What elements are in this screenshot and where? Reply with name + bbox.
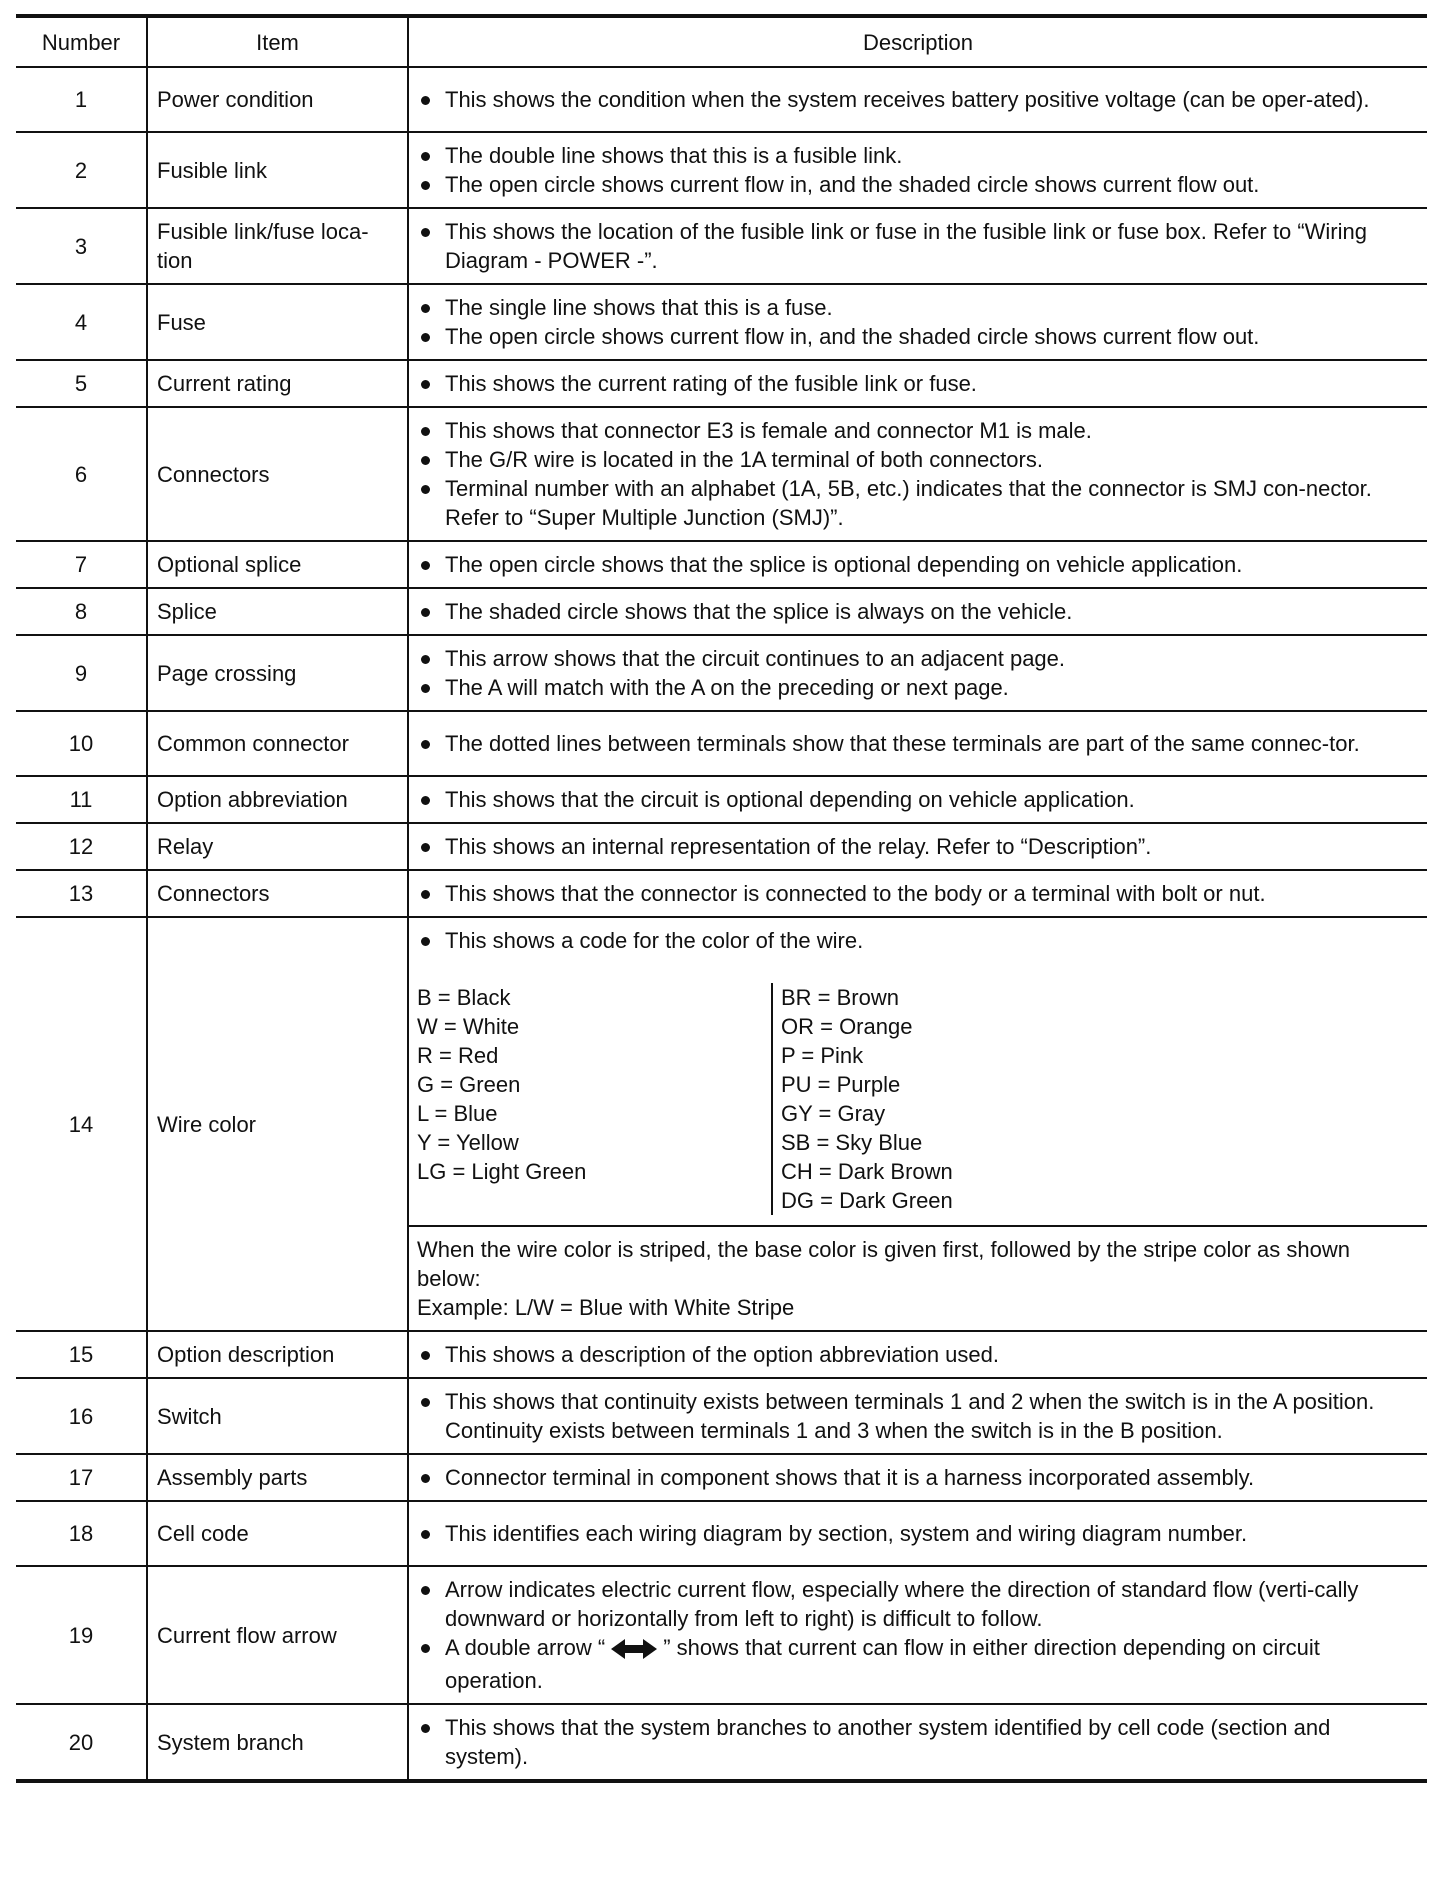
wire-color-code: B = Black	[417, 985, 511, 1010]
stripe-example: Example: L/W = Blue with White Stripe	[417, 1295, 795, 1320]
header-description: Description	[408, 16, 1427, 67]
wire-color-code: G = Green	[417, 1072, 521, 1097]
row-number: 2	[16, 132, 147, 208]
row-number: 7	[16, 541, 147, 588]
row-item: Page crossing	[147, 635, 408, 711]
table-row	[16, 1378, 1427, 1454]
table-row	[16, 1331, 1427, 1378]
description-bullet: The A will match with the A on the preceding or next page.	[417, 673, 1407, 702]
row-number: 4	[16, 284, 147, 360]
row-item: Current rating	[147, 360, 408, 407]
row-number: 17	[16, 1454, 147, 1501]
row-item: Cell code	[147, 1501, 408, 1566]
description-bullet: This shows that connector E3 is female and connector M1 is male.	[417, 416, 1407, 445]
description-bullet: This shows that continuity exists between terminals 1 and 2 when the switch is in the A position. Continuity exists between terminals 1 and 3 when the switch is in the B position.	[417, 1387, 1407, 1445]
wire-color-code: P = Pink	[781, 1043, 864, 1068]
row-number: 18	[16, 1501, 147, 1566]
double-arrow-text-before: A double arrow “	[445, 1635, 606, 1660]
row-item: Switch	[147, 1378, 408, 1454]
description-bullet: This arrow shows that the circuit continues to an adjacent page.	[417, 644, 1407, 673]
wire-color-code: GY = Gray	[781, 1101, 886, 1126]
row-item: Fusible link/fuse loca-tion	[147, 208, 408, 284]
wire-color-code: SB = Sky Blue	[781, 1130, 923, 1155]
row-number: 10	[16, 711, 147, 776]
wiring-diagram-legend-table	[16, 14, 1427, 1783]
header-item: Item	[147, 16, 408, 67]
row-description	[408, 917, 1427, 1331]
row-item: Connectors	[147, 407, 408, 541]
table-row	[16, 711, 1427, 776]
description-bullet: This shows an internal representation of the relay. Refer to “Description”.	[417, 832, 1407, 861]
row-description	[408, 1378, 1427, 1454]
row-item: Splice	[147, 588, 408, 635]
description-bullet: The shaded circle shows that the splice is always on the vehicle.	[417, 597, 1407, 626]
table-row	[16, 823, 1427, 870]
table-row	[16, 1501, 1427, 1566]
row-number: 12	[16, 823, 147, 870]
description-bullet: This shows the condition when the system receives battery positive voltage (can be oper-ated).	[417, 85, 1407, 114]
table-row	[16, 360, 1427, 407]
wire-color-code: BR = Brown	[781, 985, 899, 1010]
row-description	[408, 360, 1427, 407]
table-row	[16, 776, 1427, 823]
description-bullet: This shows that the circuit is optional depending on vehicle application.	[417, 785, 1407, 814]
header-row	[16, 16, 1427, 67]
row-number: 3	[16, 208, 147, 284]
row-description	[408, 776, 1427, 823]
row-description	[408, 132, 1427, 208]
row-number: 11	[16, 776, 147, 823]
wire-color-code: PU = Purple	[781, 1072, 901, 1097]
header-number: Number	[16, 16, 147, 67]
wire-color-intro: This shows a code for the color of the wire.	[417, 926, 1407, 955]
row-item: System branch	[147, 1704, 408, 1781]
table-row	[16, 208, 1427, 284]
description-bullet: Connector terminal in component shows that it is a harness incorporated assembly.	[417, 1463, 1407, 1492]
row-description	[408, 1331, 1427, 1378]
row-number: 6	[16, 407, 147, 541]
row-number: 9	[16, 635, 147, 711]
wire-color-code: Y = Yellow	[417, 1130, 519, 1155]
row-description	[408, 67, 1427, 132]
description-bullet: The open circle shows current flow in, and the shaded circle shows current flow out.	[417, 170, 1407, 199]
row-description	[408, 208, 1427, 284]
description-bullet: This shows the location of the fusible link or fuse in the fusible link or fuse box. Refer to “Wiring Diagram - POWER -”.	[417, 217, 1407, 275]
description-bullet: This shows that the system branches to another system identified by cell code (section and system).	[417, 1713, 1407, 1771]
table-row	[16, 917, 1427, 1331]
wire-color-code-grid	[417, 983, 1407, 1217]
description-bullet: The open circle shows current flow in, and the shaded circle shows current flow out.	[417, 322, 1407, 351]
description-bullet: The G/R wire is located in the 1A terminal of both connectors.	[417, 445, 1407, 474]
wire-color-code: R = Red	[417, 1043, 499, 1068]
wire-color-codes-right	[771, 983, 953, 1215]
row-number: 8	[16, 588, 147, 635]
description-bullet	[417, 1633, 1407, 1695]
table-row	[16, 541, 1427, 588]
description-bullet: This identifies each wiring diagram by section, system and wiring diagram number.	[417, 1519, 1407, 1548]
wire-color-codes-left	[417, 983, 771, 1215]
wire-color-code: LG = Light Green	[417, 1159, 587, 1184]
row-item: Fuse	[147, 284, 408, 360]
row-description	[408, 711, 1427, 776]
table-row	[16, 870, 1427, 917]
row-description	[408, 635, 1427, 711]
table-row	[16, 1704, 1427, 1781]
row-item: Option abbreviation	[147, 776, 408, 823]
row-description	[408, 823, 1427, 870]
row-item: Optional splice	[147, 541, 408, 588]
row-item: Connectors	[147, 870, 408, 917]
row-description	[408, 1704, 1427, 1781]
description-bullet: The double line shows that this is a fusible link.	[417, 141, 1407, 170]
row-item: Current flow arrow	[147, 1566, 408, 1704]
double-arrow-icon	[611, 1637, 657, 1666]
table-row	[16, 1566, 1427, 1704]
description-bullet: This shows a description of the option abbreviation used.	[417, 1340, 1407, 1369]
row-number: 15	[16, 1331, 147, 1378]
row-item: Relay	[147, 823, 408, 870]
row-description	[408, 284, 1427, 360]
wire-color-code: DG = Dark Green	[781, 1188, 953, 1213]
row-description	[408, 407, 1427, 541]
row-description	[408, 870, 1427, 917]
table-row	[16, 132, 1427, 208]
wire-color-code: CH = Dark Brown	[781, 1159, 953, 1184]
wire-color-code: OR = Orange	[781, 1014, 913, 1039]
description-bullet: This shows that the connector is connected to the body or a terminal with bolt or nut.	[417, 879, 1407, 908]
table-row	[16, 67, 1427, 132]
table-row	[16, 588, 1427, 635]
row-number: 14	[16, 917, 147, 1331]
row-item: Option description	[147, 1331, 408, 1378]
wire-color-code: W = White	[417, 1014, 520, 1039]
row-number: 16	[16, 1378, 147, 1454]
row-number: 19	[16, 1566, 147, 1704]
description-bullet: Terminal number with an alphabet (1A, 5B, etc.) indicates that the connector is SMJ con-nector. Refer to “Super Multiple Junction (SMJ)”.	[417, 474, 1407, 532]
row-description	[408, 1501, 1427, 1566]
row-description	[408, 588, 1427, 635]
row-number: 5	[16, 360, 147, 407]
table-row	[16, 635, 1427, 711]
row-item: Assembly parts	[147, 1454, 408, 1501]
row-item: Common connector	[147, 711, 408, 776]
table-row	[16, 407, 1427, 541]
row-number: 20	[16, 1704, 147, 1781]
row-number: 13	[16, 870, 147, 917]
legend-table-container	[16, 14, 1427, 1783]
row-description	[408, 541, 1427, 588]
description-bullet: The dotted lines between terminals show that these terminals are part of the same connec-tor.	[417, 729, 1407, 758]
description-bullet: The open circle shows that the splice is optional depending on vehicle application.	[417, 550, 1407, 579]
row-description	[408, 1454, 1427, 1501]
description-bullet: This shows the current rating of the fusible link or fuse.	[417, 369, 1407, 398]
table-row	[16, 1454, 1427, 1501]
description-bullet: The single line shows that this is a fuse.	[417, 293, 1407, 322]
row-item: Wire color	[147, 917, 408, 1331]
description-bullet: Arrow indicates electric current flow, especially where the direction of standard flow (verti-cally downward or horizontally from left to right) is difficult to follow.	[417, 1575, 1407, 1633]
stripe-note: When the wire color is striped, the base color is given first, followed by the stripe color as shown below:	[417, 1237, 1350, 1291]
double-arrow-text-after: ” shows that current can flow in either direction depending on circuit operation.	[445, 1635, 1320, 1693]
table-row	[16, 284, 1427, 360]
row-item: Fusible link	[147, 132, 408, 208]
row-description	[408, 1566, 1427, 1704]
wire-color-code: L = Blue	[417, 1101, 498, 1126]
row-item: Power condition	[147, 67, 408, 132]
row-number: 1	[16, 67, 147, 132]
